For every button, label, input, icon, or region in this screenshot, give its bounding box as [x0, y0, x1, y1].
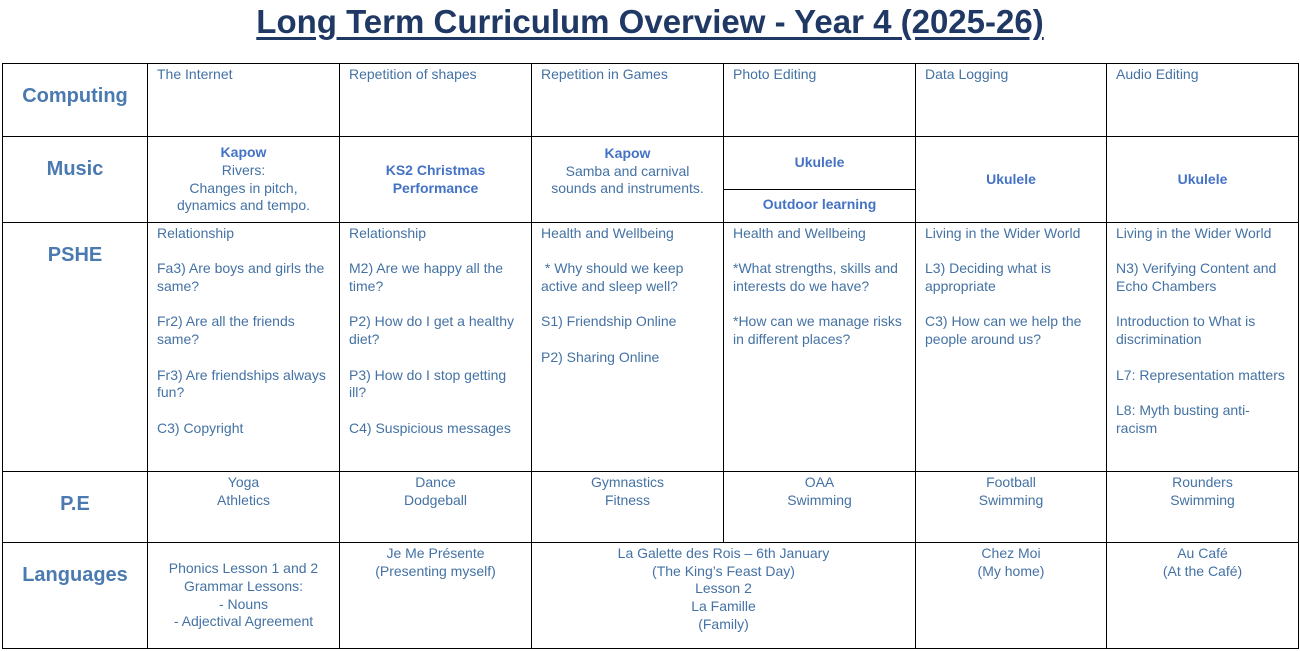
music-cell — [340, 137, 532, 223]
pshe-theme: Relationship — [157, 225, 235, 241]
pe-cell — [532, 472, 724, 543]
languages-item: - Nouns — [218, 595, 269, 612]
pshe-item: C3) How can we help the people around us? — [925, 313, 1082, 348]
row-languages — [3, 543, 1299, 649]
pe-cell — [148, 472, 340, 543]
pe-cell — [1107, 472, 1299, 543]
pshe-item: L8: Myth busting anti-racism — [1116, 401, 1250, 436]
music-ukulele: Ukulele — [724, 137, 915, 190]
languages-item: (Family) — [698, 615, 749, 632]
pshe-item: *How can we manage risks in different places? — [733, 313, 902, 348]
music-line: Changes in pitch, — [189, 179, 298, 196]
music-provider: Kapow — [220, 144, 267, 161]
pshe-item: * Why should we keep active and sleep well? — [541, 260, 688, 295]
pshe-cell — [148, 223, 340, 472]
languages-item: Chez Moi — [981, 545, 1041, 561]
music-cell — [532, 137, 724, 223]
languages-item: Grammar Lessons: — [183, 577, 304, 594]
pe-cell — [340, 472, 532, 543]
pe-item: Rounders — [1172, 474, 1233, 490]
pshe-item: C4) Suspicious messages — [349, 419, 511, 436]
pshe-item: L3) Deciding what is appropriate — [925, 260, 1052, 295]
pshe-cell — [1107, 223, 1299, 472]
row-pshe — [3, 223, 1299, 472]
pe-item: Swimming — [1170, 491, 1235, 508]
pshe-cell — [340, 223, 532, 472]
music-outdoor-learning: Outdoor learning — [762, 196, 877, 213]
languages-cell-merged — [532, 543, 916, 649]
pshe-item: Fr3) Are friendships always fun? — [157, 366, 326, 401]
music-line: KS2 Christmas — [385, 161, 486, 178]
languages-cell — [1107, 543, 1299, 649]
pshe-item: M2) Are we happy all the time? — [349, 260, 504, 295]
computing-cell: Audio Editing — [1107, 64, 1299, 137]
languages-item: Phonics Lesson 1 and 2 — [168, 560, 319, 577]
pe-item: Swimming — [978, 491, 1044, 508]
pshe-item: L7: Representation matters — [1116, 366, 1285, 383]
pe-item: Dodgeball — [403, 491, 468, 508]
pe-cell — [916, 472, 1107, 543]
pshe-item: S1) Friendship Online — [541, 313, 677, 330]
pshe-item: N3) Verifying Content and Echo Chambers — [1116, 260, 1277, 295]
pshe-theme: Health and Wellbeing — [733, 225, 866, 241]
pshe-theme: Health and Wellbeing — [541, 225, 674, 241]
music-line: dynamics and tempo. — [176, 197, 311, 214]
pe-item: Swimming — [787, 491, 852, 508]
music-cell: Ukulele — [1107, 137, 1299, 223]
subject-music: Music — [3, 137, 148, 223]
pshe-theme: Relationship — [349, 225, 427, 241]
languages-item: (My home) — [977, 562, 1045, 579]
languages-cell — [148, 543, 340, 649]
pshe-item: P3) How do I stop getting ill? — [349, 366, 507, 401]
computing-cell: Repetition in Games — [532, 64, 724, 137]
languages-item: La Famille — [691, 598, 756, 615]
languages-item: - Adjectival Agreement — [173, 613, 314, 630]
subject-computing: Computing — [3, 64, 148, 137]
music-cell: Ukulele — [916, 137, 1107, 223]
music-line: sounds and instruments. — [551, 180, 704, 197]
pshe-cell — [916, 223, 1107, 472]
subject-languages: Languages — [3, 543, 148, 649]
computing-cell: Data Logging — [916, 64, 1107, 137]
languages-item: Je Me Présente — [386, 545, 485, 561]
languages-item: (The King’s Feast Day) — [652, 562, 795, 579]
pshe-item: Introduction to What is discrimination — [1116, 313, 1256, 348]
music-line: Rivers: — [221, 161, 266, 178]
pshe-item: P2) How do I get a healthy diet? — [349, 313, 514, 348]
pe-item: Athletics — [217, 491, 270, 508]
pshe-cell — [724, 223, 916, 472]
pe-cell — [724, 472, 916, 543]
pe-item: Fitness — [604, 491, 651, 508]
languages-cell — [340, 543, 532, 649]
subject-pe: P.E — [3, 472, 148, 543]
pe-item: Gymnastics — [590, 474, 665, 490]
computing-cell: The Internet — [148, 64, 340, 137]
music-line: Samba and carnival — [565, 162, 690, 179]
languages-item: La Galette des Rois – 6th January — [617, 545, 830, 561]
languages-cell — [916, 543, 1107, 649]
languages-item: (Presenting myself) — [375, 562, 496, 579]
pshe-theme: Living in the Wider World — [1116, 225, 1272, 241]
pshe-item: P2) Sharing Online — [541, 348, 660, 365]
pshe-item: *What strengths, skills and interests do we have? — [733, 260, 898, 295]
curriculum-table — [2, 63, 1299, 649]
pe-item: Dance — [415, 474, 456, 490]
music-cell — [148, 137, 340, 223]
pshe-item: Fa3) Are boys and girls the same? — [157, 260, 325, 295]
pe-item: Yoga — [227, 474, 260, 490]
music-provider: Kapow — [604, 145, 651, 161]
languages-item: Au Café — [1177, 545, 1228, 561]
pshe-cell — [532, 223, 724, 472]
pe-item: Football — [986, 474, 1036, 490]
row-pe — [3, 472, 1299, 543]
music-line: Performance — [392, 179, 479, 196]
pshe-item: Fr2) Are all the friends same? — [157, 313, 295, 348]
languages-item: Lesson 2 — [695, 580, 752, 597]
page-title: Long Term Curriculum Overview - Year 4 (2025-26) — [256, 3, 1044, 40]
pshe-item: C3) Copyright — [157, 419, 244, 436]
row-computing — [3, 64, 1299, 137]
pshe-theme: Living in the Wider World — [925, 225, 1081, 241]
computing-cell: Repetition of shapes — [340, 64, 532, 137]
languages-item: (At the Café) — [1162, 562, 1243, 579]
pe-item: OAA — [804, 474, 835, 490]
subject-pshe: PSHE — [3, 223, 148, 472]
row-music — [3, 137, 1299, 223]
music-cell-split — [724, 137, 916, 223]
computing-cell: Photo Editing — [724, 64, 916, 137]
